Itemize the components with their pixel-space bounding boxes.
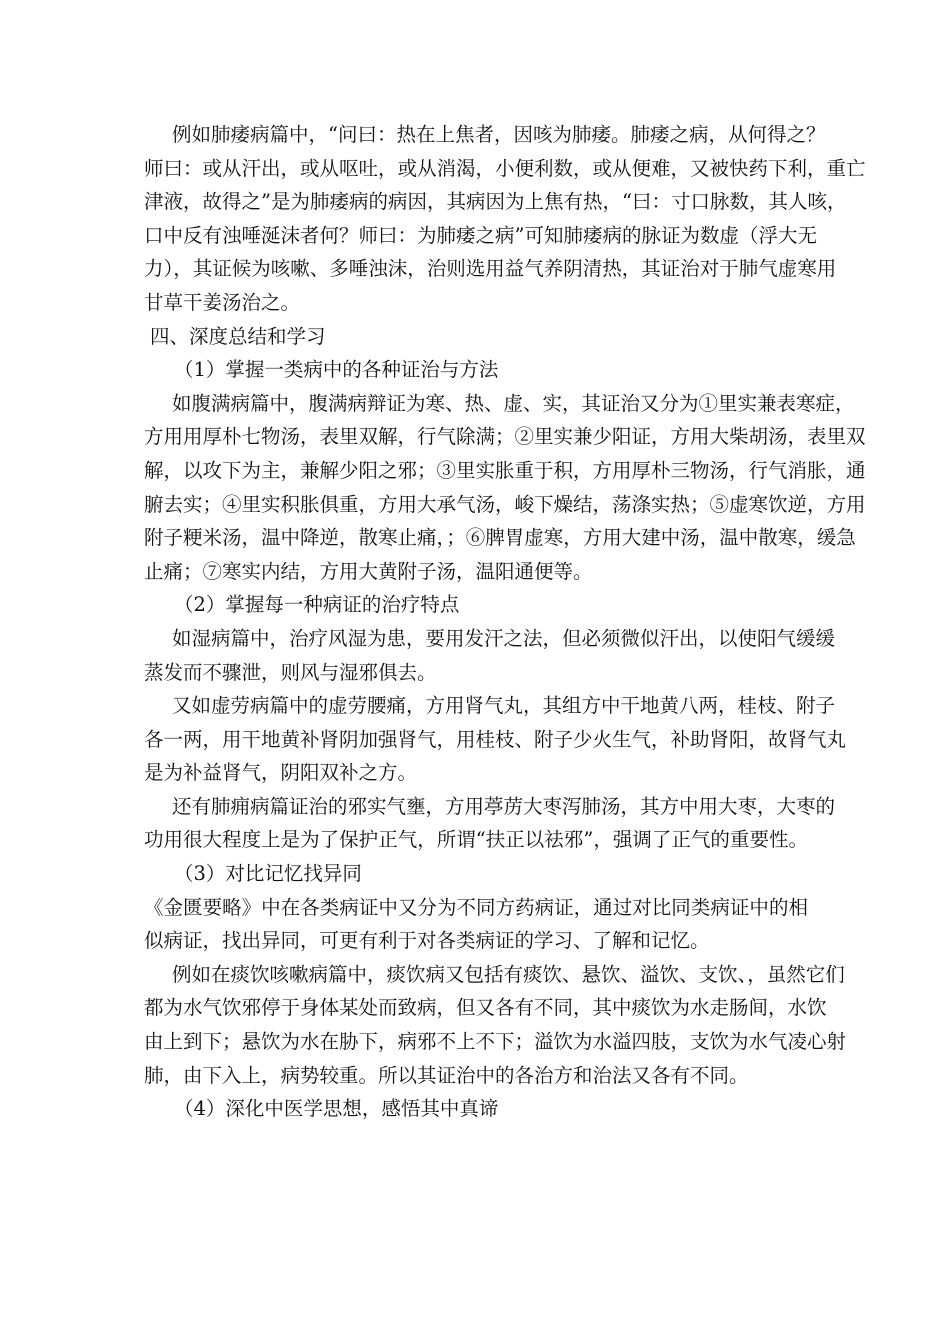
text-line: （1）掌握一类病中的各种证治与方法 — [174, 358, 499, 382]
text-line: 都为水气饮邪停于身体某处而致病，但又各有不同，其中痰饮为水走肠间，水饮 — [144, 996, 827, 1020]
text-line: 是为补益肾气，阴阳双补之方。 — [144, 761, 418, 785]
text-line: 附子粳米汤，温中降逆，散寒止痛，；⑥脾胃虚寒，方用大建中汤，温中散寒，缓急 — [144, 526, 856, 550]
text-line: 止痛；⑦寒实内结，方用大黄附子汤，温阳通便等。 — [144, 559, 593, 583]
text-line: 各一两，用干地黄补肾阴加强肾气，用桂枝、附子少火生气，补助肾阳，故肾气丸 — [144, 727, 847, 751]
text-line: 例如在痰饮咳嗽病篇中，痰饮病又包括有痰饮、悬饮、溢饮、支饮、，虽然它们 — [172, 962, 845, 986]
text-line: 似病证，找出异同，可更有利于对各类病证的学习、了解和记忆。 — [144, 929, 710, 953]
text-line: （2）掌握每一种病证的治疗特点 — [174, 593, 460, 617]
text-line: 又如虚劳病篇中的虚劳腰痛，方用肾气丸，其组方中干地黄八两，桂枝、附子 — [172, 694, 836, 718]
text-line: 如腹满病篇中，腹满病辩证为寒、热、虚、实，其证治又分为①里实兼表寒症， — [172, 391, 855, 415]
text-line: （3）对比记忆找异同 — [174, 862, 362, 886]
text-line: 《金匮要略》中在各类病证中又分为不同方药病证，通过对比同类病证中的相 — [144, 895, 808, 919]
text-line: 师曰：或从汗出，或从呕吐，或从消渴，小便利数，或从便难，又被快药下利，重亡 — [144, 156, 866, 180]
text-line: 解，以攻下为主，兼解少阳之邪；③里实胀重于积，方用厚朴三物汤，行气消胀，通 — [144, 458, 866, 482]
text-line: 甘草干姜汤治之。 — [144, 290, 301, 314]
text-line: 四、深度总结和学习 — [150, 324, 326, 348]
text-line: 例如肺痿病篇中，“问曰：热在上焦者，因咳为肺痿。肺痿之病，从何得之？ — [172, 123, 826, 146]
text-line: 功用很大程度上是为了保护正气，所谓“扶正以祛邪”，强调了正气的重要性。 — [144, 828, 808, 852]
text-line: 如湿病篇中，治疗风湿为患，要用发汗之法，但必须微似汗出，以使阳气缓缓 — [172, 626, 836, 650]
text-line: 口中反有浊唾涎沫者何？师曰：为肺痿之病”可知肺痿病的脉证为数虚（浮大无 — [144, 223, 817, 247]
text-line: 蒸发而不骤泄，则风与湿邪俱去。 — [144, 660, 437, 684]
document-body — [144, 118, 866, 1126]
text-line: 力），其证候为咳嗽、多唾浊沫，治则选用益气养阴清热，其证治对于肺气虚寒用 — [144, 257, 837, 281]
text-line: 津液，故得之”是为肺痿病的病因，其病因为上焦有热，“曰：寸口脉数，其人咳， — [144, 190, 847, 214]
text-line: 肺，由下入上，病势较重。所以其证治中的各治方和治法又各有不同。 — [144, 1063, 749, 1087]
text-line: 方用用厚朴七物汤，表里双解，行气除满；②里实兼少阳证，方用大柴胡汤，表里双 — [144, 425, 866, 449]
text-line: 腑去实；④里实积胀俱重，方用大承气汤，峻下燥结，荡涤实热；⑤虚寒饮逆，方用 — [144, 492, 866, 516]
text-line: 还有肺痈病篇证治的邪实气壅，方用葶苈大枣泻肺汤，其方中用大枣，大枣的 — [172, 794, 836, 818]
text-line: （4）深化中医学思想，感悟其中真谛 — [174, 1097, 499, 1121]
text-line: 由上到下；悬饮为水在胁下，病邪不上不下；溢饮为水溢四肢，支饮为水气凌心射 — [144, 1030, 847, 1054]
